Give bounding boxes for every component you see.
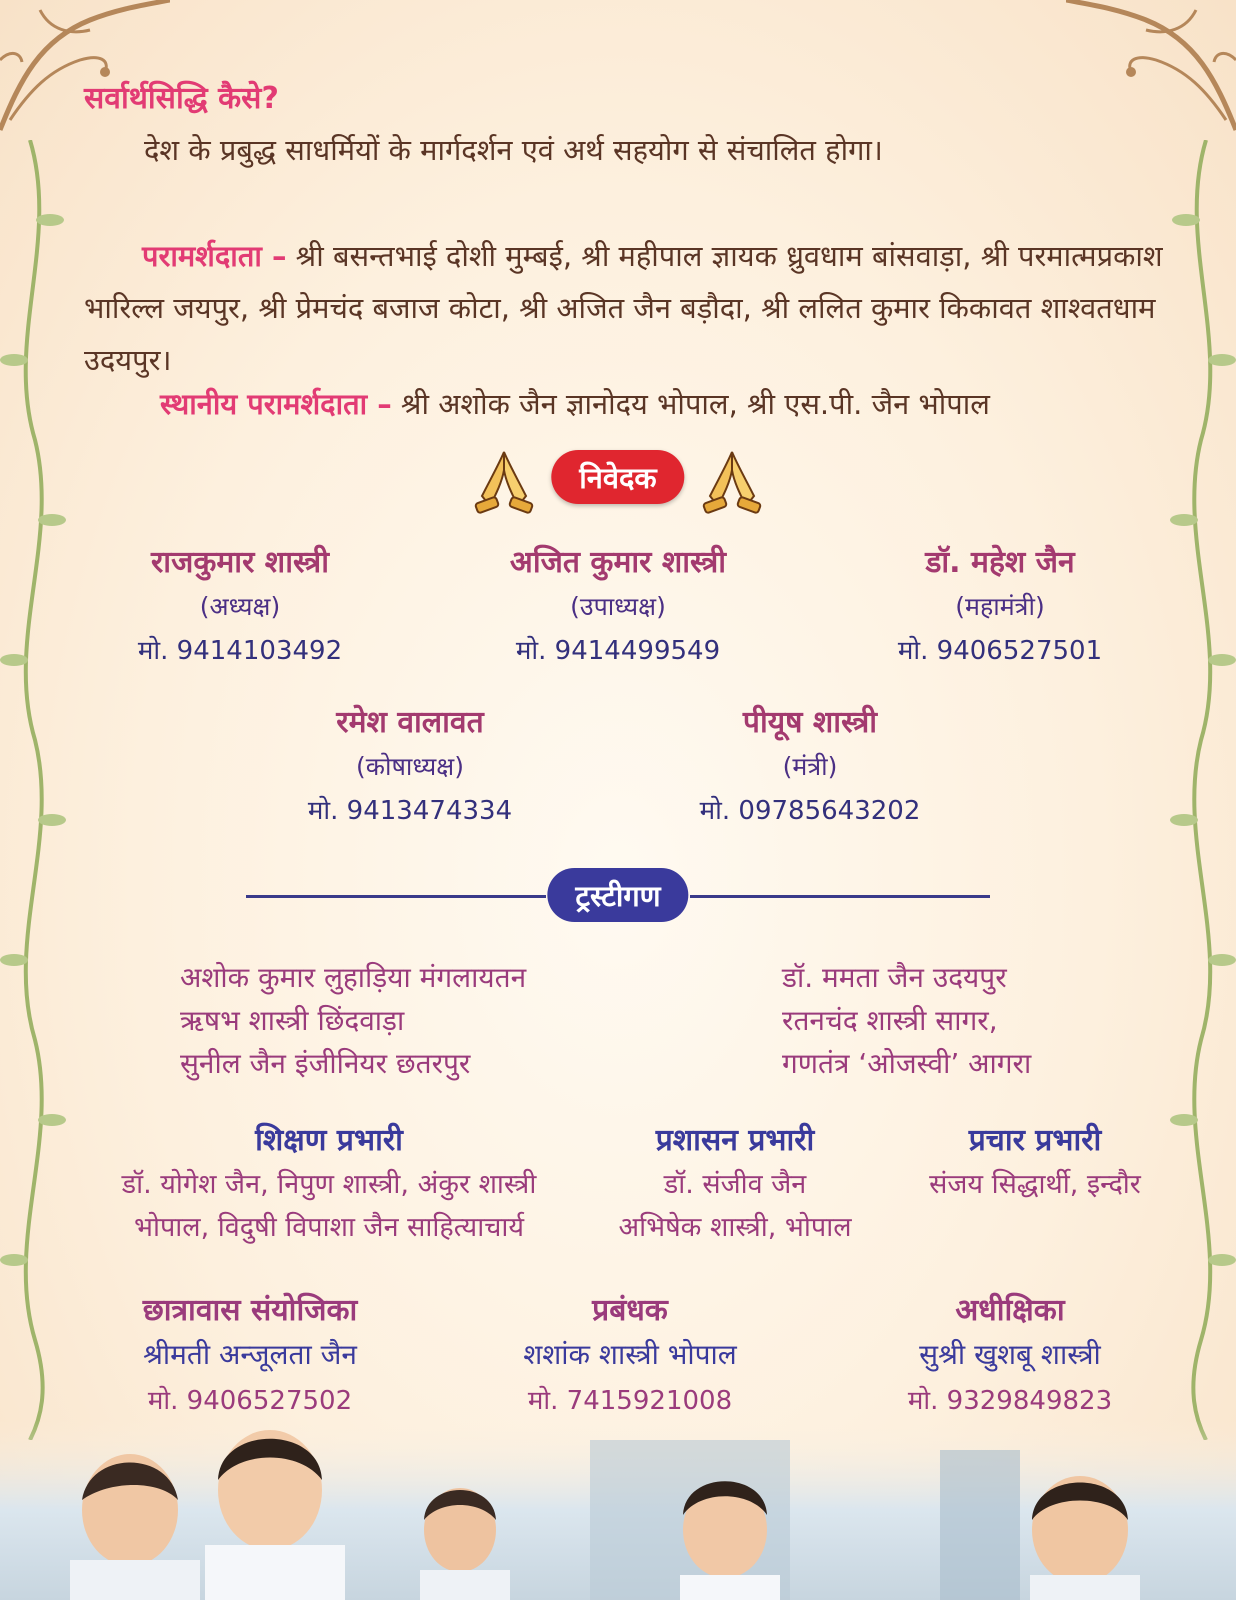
local-advisors-label: स्थानीय परामर्शदाता – xyxy=(160,387,392,421)
staff-title: छात्रावास संयोजिका xyxy=(142,1293,358,1328)
list-item: ऋषभ शास्त्री छिंदवाड़ा xyxy=(180,1004,405,1037)
member-name: अजित कुमार शास्त्री xyxy=(509,545,727,580)
staff-name: श्रीमती अन्जूलता जैन xyxy=(143,1338,357,1371)
list-item: रतनचंद शास्त्री सागर, xyxy=(782,1004,998,1037)
trustees-list-left xyxy=(180,956,526,1085)
incharge-line: डॉ. योगेश जैन, निपुण शास्त्री, अंकुर शास्त्री xyxy=(121,1169,537,1200)
nivedak-header xyxy=(0,446,1236,516)
incharge-block-administration xyxy=(590,1118,880,1249)
trustees-header xyxy=(0,868,1236,928)
member-phone: मो. 09785643202 xyxy=(699,796,921,826)
staff-block xyxy=(470,1288,790,1417)
staff-name: शशांक शास्त्री भोपाल xyxy=(523,1338,737,1371)
advisors-label: परामर्शदाता – xyxy=(142,239,287,273)
list-item: गणतंत्र ‘ओजस्वी’ आगरा xyxy=(782,1047,1032,1080)
staff-block xyxy=(850,1288,1170,1417)
staff-title: प्रबंधक xyxy=(592,1293,668,1328)
list-item: अशोक कुमार लुहाड़िया मंगलायतन xyxy=(180,961,527,994)
intro-heading: सर्वार्थसिद्धि कैसे? xyxy=(84,81,279,116)
member-role: (उपाध्यक्ष) xyxy=(570,592,666,621)
member-name: रमेश वालावत xyxy=(336,705,484,740)
staff-block xyxy=(90,1288,410,1417)
students-illustration xyxy=(0,1420,1236,1600)
divider-line xyxy=(246,895,546,898)
member-card xyxy=(640,700,980,827)
vine-ornament-right xyxy=(1166,140,1236,1440)
member-name: राजकुमार शास्त्री xyxy=(151,545,329,580)
member-phone: मो. 9406527501 xyxy=(897,636,1103,666)
list-item: सुनील जैन इंजीनियर छतरपुर xyxy=(180,1047,471,1080)
trustees-list-right xyxy=(782,956,1031,1085)
incharge-line: अभिषेक शास्त्री, भोपाल xyxy=(618,1212,852,1243)
staff-name: सुश्री खुशबू शास्त्री xyxy=(919,1338,1101,1371)
nivedak-label: निवेदक xyxy=(551,450,684,504)
member-name: डॉ. महेश जैन xyxy=(925,545,1075,580)
staff-title: अधीक्षिका xyxy=(955,1293,1065,1328)
list-item: डॉ. ममता जैन उदयपुर xyxy=(782,961,1007,994)
member-phone: मो. 9414499549 xyxy=(515,636,721,666)
member-card xyxy=(830,540,1170,667)
member-card xyxy=(448,540,788,667)
local-advisors-line xyxy=(160,384,1120,423)
staff-phone: मो. 9406527502 xyxy=(147,1386,353,1416)
folded-hands-icon xyxy=(468,446,540,518)
incharge-title: प्रचार प्रभारी xyxy=(968,1123,1102,1158)
local-advisors-text: श्री अशोक जैन ज्ञानोदय भोपाल, श्री एस.पी. जैन भोपाल xyxy=(391,387,990,421)
member-card xyxy=(240,700,580,827)
member-role: (महामंत्री) xyxy=(955,592,1045,621)
member-phone: मो. 9414103492 xyxy=(137,636,343,666)
member-role: (कोषाध्यक्ष) xyxy=(356,752,464,781)
advisors-text: श्री बसन्तभाई दोशी मुम्बई, श्री महीपाल ज्ञायक ध्रुवधाम बांसवाड़ा, श्री परमात्मप्रकाश भारिल्ल जयपुर, श्री प्रेमचंद बजाज कोटा, श्री अजित जैन बड़ौदा, श्री ललित कुमार किकावत शाश्वतधाम उदयपुर। xyxy=(84,239,1163,377)
member-role: (मंत्री) xyxy=(782,752,838,781)
intro-text: देश के प्रबुद्ध साधर्मियों के मार्गदर्शन एवं अर्थ सहयोग से संचालित होगा। xyxy=(144,133,883,167)
member-phone: मो. 9413474334 xyxy=(307,796,513,826)
staff-phone: मो. 7415921008 xyxy=(527,1386,733,1416)
member-card xyxy=(70,540,410,667)
corner-ornament-right xyxy=(1066,0,1236,140)
member-role: (अध्यक्ष) xyxy=(199,592,281,621)
divider-line xyxy=(690,895,990,898)
incharge-line: डॉ. संजीव जैन xyxy=(663,1169,807,1200)
incharge-line: भोपाल, विदुषी विपाशा जैन साहित्याचार्य xyxy=(133,1212,525,1243)
corner-ornament-left xyxy=(0,0,170,140)
trustees-label: ट्रस्टीगण xyxy=(547,868,688,922)
advisors-paragraph xyxy=(84,230,1164,386)
incharge-title: प्रशासन प्रभारी xyxy=(655,1123,815,1158)
incharge-title: शिक्षण प्रभारी xyxy=(255,1123,403,1158)
staff-phone: मो. 9329849823 xyxy=(907,1386,1113,1416)
folded-hands-icon xyxy=(696,446,768,518)
vine-ornament-left xyxy=(0,140,70,1440)
incharge-block-publicity xyxy=(890,1118,1180,1206)
member-name: पीयूष शास्त्री xyxy=(742,705,878,740)
incharge-block-education xyxy=(86,1118,572,1249)
incharge-line: संजय सिद्धार्थी, इन्दौर xyxy=(929,1169,1141,1200)
